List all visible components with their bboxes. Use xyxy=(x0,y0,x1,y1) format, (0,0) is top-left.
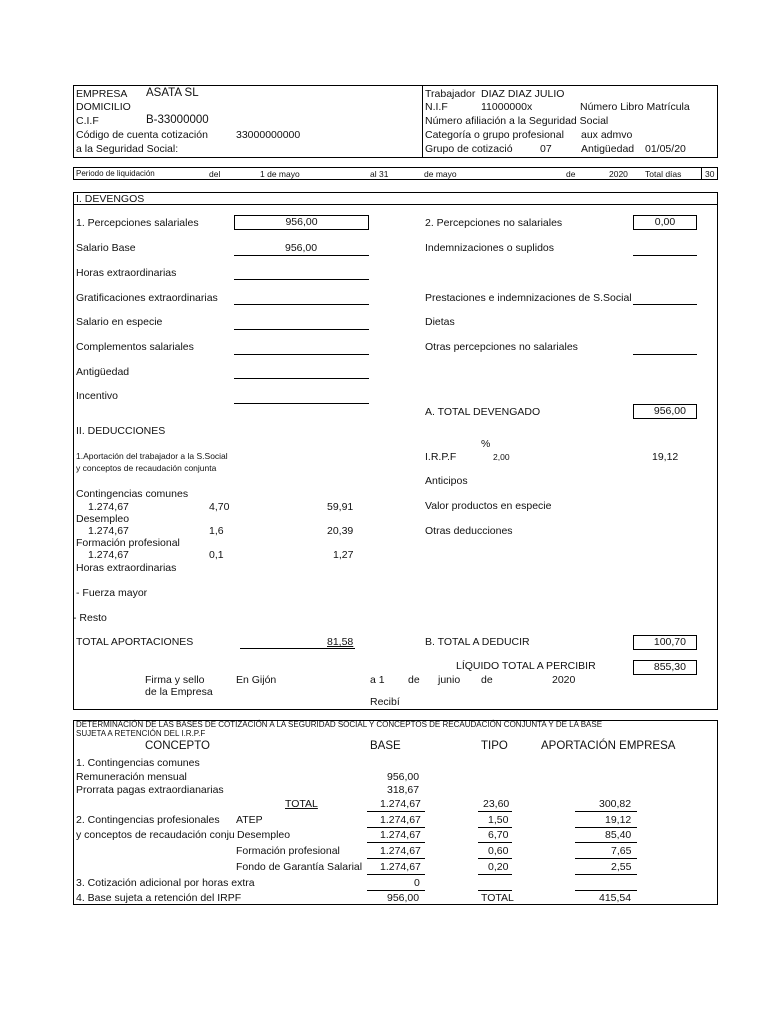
libro-label: Número Libro Matrícula xyxy=(580,101,690,113)
formacion-line-tipo xyxy=(478,858,512,859)
irpf-label: I.R.P.F xyxy=(425,451,457,463)
percepciones-salariales-label: 1. Percepciones salariales xyxy=(76,217,199,229)
desempleo-empresa-base: 1.274,67 xyxy=(380,829,421,841)
irpf-total-value: 415,54 xyxy=(599,892,632,904)
antiguedad-value: 01/05/20 xyxy=(645,143,686,155)
domicilio-label: DOMICILIO xyxy=(76,101,131,113)
irpf-base-label: 4. Base sujeta a retención del IRPF xyxy=(76,892,242,904)
prestaciones-label: Prestaciones e indemnizaciones de S.Social xyxy=(425,292,632,304)
firma-label-2: de la Empresa xyxy=(145,686,213,698)
dietas-label: Dietas xyxy=(425,316,455,328)
total-line-base xyxy=(367,811,425,812)
atep-tipo: 1,50 xyxy=(488,814,509,826)
desempleo-tipo: 1,6 xyxy=(209,525,224,537)
trabajador-label: Trabajador xyxy=(425,88,476,100)
total-aportaciones-value: 81,58 xyxy=(327,636,354,648)
periodo-divider xyxy=(701,167,702,180)
desempleo-line-tipo xyxy=(478,842,512,843)
total-tipo: 23,60 xyxy=(483,798,510,810)
desempleo-empresa-label: Desempleo xyxy=(237,829,291,841)
firma-year: 2020 xyxy=(552,674,576,686)
categoria-value: aux admvo xyxy=(581,129,633,141)
horas-extra-cotizacion-base: 0 xyxy=(414,877,420,889)
formacion-line-base xyxy=(367,858,425,859)
desempleo-value: 20,39 xyxy=(327,525,354,537)
gratificaciones-label: Gratificaciones extraordinarias xyxy=(76,292,218,304)
horas-extra-line-aportacion xyxy=(575,890,637,891)
otras-no-salariales-label: Otras percepciones no salariales xyxy=(425,341,578,353)
horas-extra-cotizacion-label: 3. Cotización adicional por horas extra xyxy=(76,877,255,889)
formacion-tipo: 0,1 xyxy=(209,549,224,561)
deducciones-title: II. DEDUCCIONES xyxy=(76,425,166,437)
contingencias-base: 1.274,67 xyxy=(88,501,129,513)
formacion-empresa-base: 1.274,67 xyxy=(380,845,421,857)
indemnizaciones-line xyxy=(633,255,697,256)
recibi-label: Recibí xyxy=(370,696,400,708)
formacion-line-aportacion xyxy=(575,858,637,859)
irpf-total-label: TOTAL xyxy=(481,892,514,904)
total-aportaciones-label: TOTAL APORTACIONES xyxy=(76,636,194,648)
total-label: TOTAL xyxy=(285,798,318,810)
periodo-total-value: 30 xyxy=(705,169,715,179)
liquido-value: 855,30 xyxy=(633,660,697,675)
prorrata-label: Prorrata pagas extraordianarias xyxy=(76,784,224,796)
irpf-base-value: 956,00 xyxy=(387,892,420,904)
complementos-label: Complementos salariales xyxy=(76,341,194,353)
devengos-title: I. DEVENGOS xyxy=(76,193,145,205)
horas-extra-line xyxy=(234,279,369,280)
firma-a: a 1 xyxy=(370,674,385,686)
total-line-tipo xyxy=(478,811,512,812)
salario-base-label: Salario Base xyxy=(76,242,136,254)
fuerza-mayor-label: - Fuerza mayor xyxy=(76,587,148,599)
formacion-empresa-label: Formación profesional xyxy=(236,845,340,857)
formacion-base: 1.274,67 xyxy=(88,549,129,561)
percepciones-no-salariales-label: 2. Percepciones no salariales xyxy=(425,217,563,229)
desempleo-line-aportacion xyxy=(575,842,637,843)
empresa-label: EMPRESA xyxy=(76,88,128,100)
contingencias-value: 59,91 xyxy=(327,501,354,513)
empresa-value: ASATA SL xyxy=(146,87,199,99)
total-deducir-value: 100,70 xyxy=(633,635,697,650)
total-devengado-label: A. TOTAL DEVENGADO xyxy=(425,406,541,418)
afiliacion-label: Número afiliación a la Seguridad Social xyxy=(425,115,609,127)
total-deducir-label: B. TOTAL A DEDUCIR xyxy=(425,636,530,648)
desempleo-base: 1.274,67 xyxy=(88,525,129,537)
antiguedad-devengo-label: Antigüedad xyxy=(76,366,130,378)
periodo-de: de xyxy=(566,169,576,179)
formacion-label: Formación profesional xyxy=(76,537,180,549)
remuneracion-value: 956,00 xyxy=(387,771,420,783)
fogasa-line-tipo xyxy=(478,874,512,875)
col-aportacion: APORTACIÓN EMPRESA xyxy=(541,740,676,752)
atep-aportacion: 19,12 xyxy=(605,814,632,826)
gratificaciones-line xyxy=(234,304,369,305)
firma-de1: de xyxy=(408,674,420,686)
horas-extra-line-tipo xyxy=(478,890,512,891)
liquido-label: LÍQUIDO TOTAL A PERCIBIR xyxy=(456,660,596,672)
bases-title-2: SUJETA A RETENCIÓN DEL I.R.P.F xyxy=(76,729,206,738)
salario-base-value: 956,00 xyxy=(285,242,318,254)
incentivo-label: Incentivo xyxy=(76,390,119,402)
valor-especie-label: Valor productos en especie xyxy=(425,500,552,512)
cif-value: B-33000000 xyxy=(146,114,209,126)
trabajador-value: DIAZ DIAZ JULIO xyxy=(481,88,565,100)
fogasa-tipo: 0,20 xyxy=(488,861,509,873)
otras-deducciones-label: Otras deducciones xyxy=(425,525,513,537)
nif-value: 11000000x xyxy=(481,101,533,113)
total-devengado-value: 956,00 xyxy=(633,404,697,419)
fogasa-line-base xyxy=(367,874,425,875)
atep-label: ATEP xyxy=(236,814,263,826)
atep-line-aportacion xyxy=(575,827,637,828)
horas-extra-label: Horas extraordinarias xyxy=(76,267,177,279)
periodo-al: al 31 xyxy=(370,169,389,179)
formacion-value: 1,27 xyxy=(333,549,354,561)
firma-mes: junio xyxy=(438,674,461,686)
firma-lugar: En Gijón xyxy=(236,674,277,686)
atep-line-base xyxy=(367,827,425,828)
formacion-empresa-aportacion: 7,65 xyxy=(611,845,632,857)
conceptos-label: y conceptos de recaudación conju xyxy=(76,829,235,841)
categoria-label: Categoría o grupo profesional xyxy=(425,129,564,141)
col-tipo: TIPO xyxy=(481,740,508,752)
header-divider xyxy=(422,85,423,158)
ccc-value: 33000000000 xyxy=(236,129,301,141)
indemnizaciones-label: Indemnizaciones o suplidos xyxy=(425,242,554,254)
total-aportaciones-line xyxy=(240,648,355,649)
total-aportacion: 300,82 xyxy=(599,798,632,810)
salario-base-line xyxy=(234,255,369,256)
especie-label: Salario en especie xyxy=(76,316,163,328)
col-base: BASE xyxy=(370,740,401,752)
atep-line-tipo xyxy=(478,827,512,828)
complementos-line xyxy=(234,354,369,355)
periodo-al-value: de mayo xyxy=(424,169,457,179)
fogasa-base: 1.274,67 xyxy=(380,861,421,873)
grupo-label: Grupo de cotizació xyxy=(425,143,513,155)
col-concepto: CONCEPTO xyxy=(145,740,210,752)
remuneracion-label: Remuneración mensual xyxy=(76,771,187,783)
horas-extra-deduccion-label: Horas extraordinarias xyxy=(76,562,177,574)
resto-label: - Resto xyxy=(73,612,107,624)
firma-label-1: Firma y sello xyxy=(145,674,205,686)
percepciones-salariales-value: 956,00 xyxy=(234,215,369,230)
total-line-aportacion xyxy=(575,811,637,812)
aportacion-label-2: y conceptos de recaudación conjunta xyxy=(76,463,217,473)
total-base: 1.274,67 xyxy=(380,798,421,810)
formacion-empresa-tipo: 0,60 xyxy=(488,845,509,857)
cc-label: 1. Contingencias comunes xyxy=(76,757,200,769)
percepciones-no-salariales-value: 0,00 xyxy=(633,215,697,230)
irpf-value: 19,12 xyxy=(652,451,679,463)
periodo-year: 2020 xyxy=(609,169,628,179)
ccc-label: Código de cuenta cotización xyxy=(76,129,208,141)
ss-label: a la Seguridad Social: xyxy=(76,143,179,155)
anticipos-label: Anticipos xyxy=(425,475,468,487)
incentivo-line xyxy=(234,403,369,404)
devengos-title-line xyxy=(73,204,718,205)
otras-no-salariales-line xyxy=(633,354,697,355)
horas-extra-line-base xyxy=(367,890,425,891)
fogasa-line-aportacion xyxy=(575,874,637,875)
irpf-pct: 2,00 xyxy=(493,452,510,462)
contingencias-label: Contingencias comunes xyxy=(76,488,189,500)
contingencias-tipo: 4,70 xyxy=(209,501,230,513)
nif-label: N.I.F xyxy=(425,101,448,113)
cif-label: C.I.F xyxy=(76,115,99,127)
periodo-total-label: Total días xyxy=(645,169,682,179)
periodo-del-value: 1 de mayo xyxy=(260,169,300,179)
desempleo-empresa-tipo: 6,70 xyxy=(488,829,509,841)
antiguedad-line xyxy=(234,378,369,379)
cp-label: 2. Contingencias profesionales xyxy=(76,814,220,826)
aportacion-label-1: 1.Aportación del trabajador a la S.Social xyxy=(76,451,228,461)
fogasa-aportacion: 2,55 xyxy=(611,861,632,873)
periodo-label: Periodo de liquidación xyxy=(76,169,155,178)
desempleo-label: Desempleo xyxy=(76,513,130,525)
antiguedad-label: Antigüedad xyxy=(581,143,635,155)
desempleo-line-base xyxy=(367,842,425,843)
firma-de2: de xyxy=(481,674,493,686)
periodo-del: del xyxy=(209,169,221,179)
fogasa-label: Fondo de Garantía Salarial xyxy=(236,861,363,873)
grupo-value: 07 xyxy=(540,143,552,155)
prestaciones-line xyxy=(633,304,697,305)
desempleo-empresa-aportacion: 85,40 xyxy=(605,829,632,841)
prorrata-value: 318,67 xyxy=(387,784,420,796)
atep-base: 1.274,67 xyxy=(380,814,421,826)
bases-title-1: DETERMINACIÓN DE LAS BASES DE COTIZACIÓN A LA SEGURIDAD SOCIAL Y CONCEPTOS DE RECAUDACIÓN CONJUNTA Y DE LA BASE xyxy=(76,720,603,729)
percent-symbol: % xyxy=(481,438,491,450)
especie-line xyxy=(234,329,369,330)
